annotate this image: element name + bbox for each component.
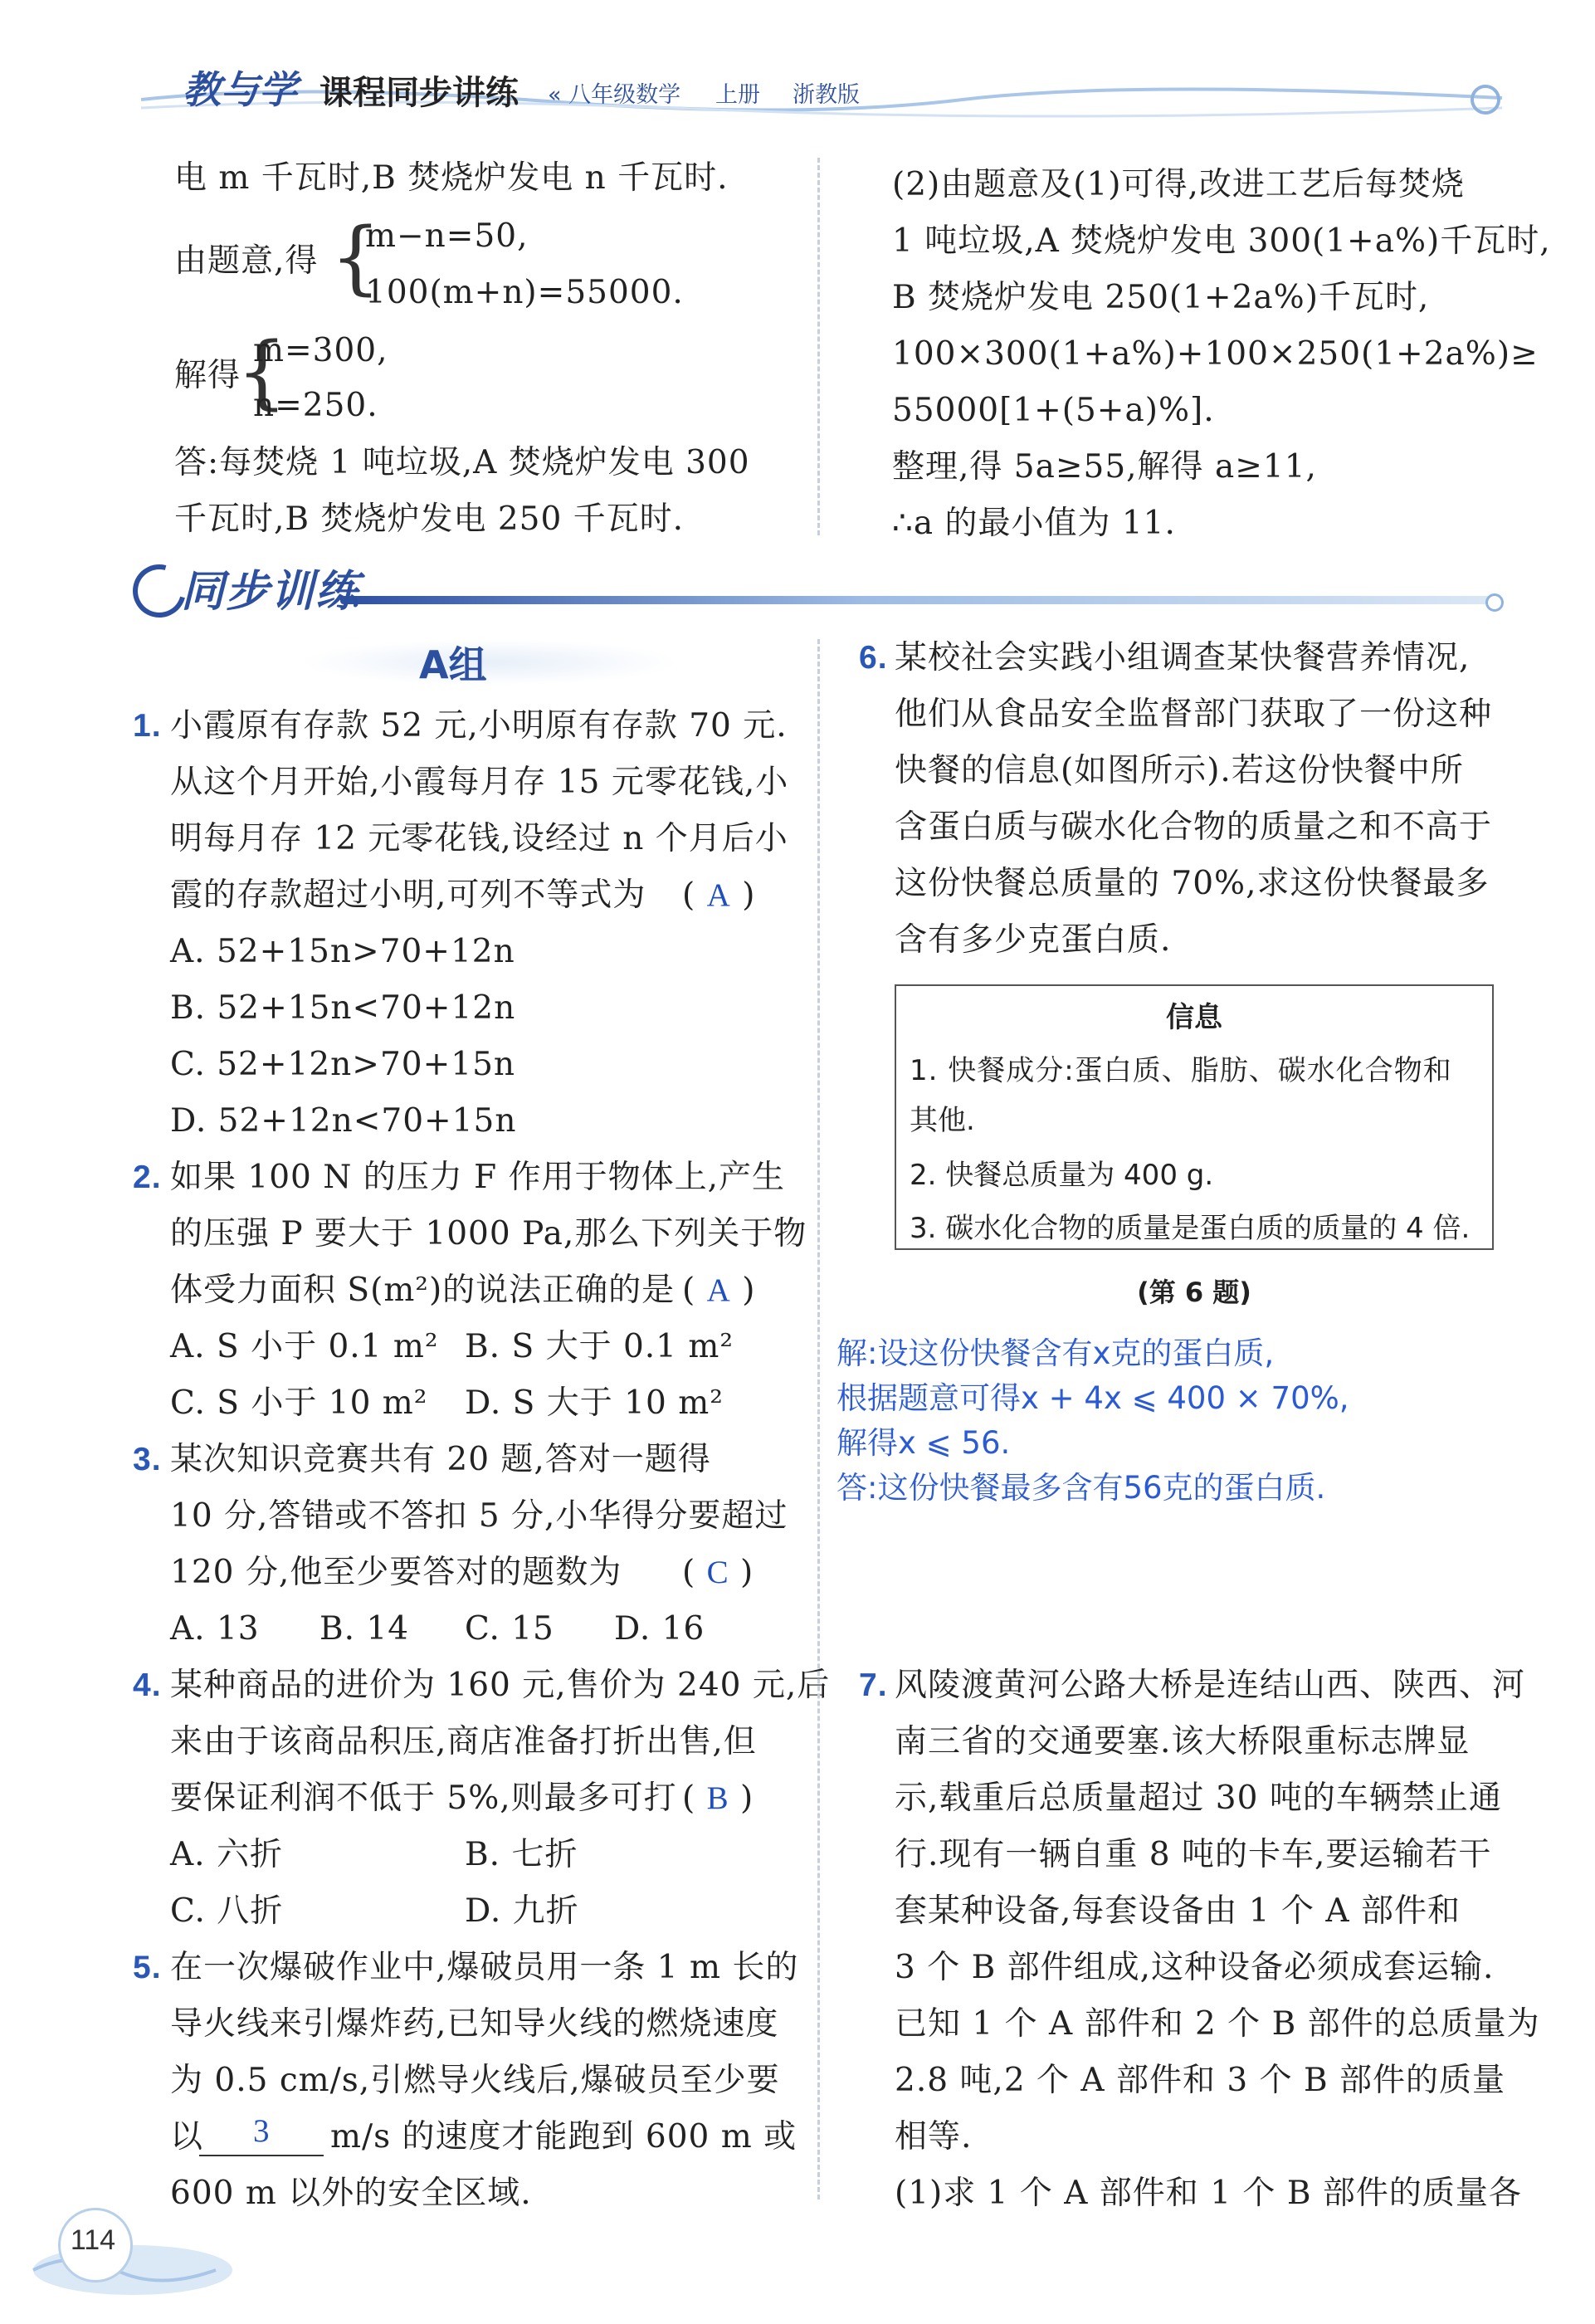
- group-title-bg: [299, 639, 680, 686]
- question-4-number: 4.: [133, 1667, 162, 1703]
- question-1-answer: ( A ): [682, 876, 756, 914]
- question-7-line-8: 2.8 吨,2 个 A 部件和 3 个 B 部件的质量: [895, 2062, 1506, 2099]
- equation-2b: n=250.: [253, 387, 378, 424]
- figure-caption: (第 6 题): [1137, 1277, 1251, 1308]
- top-right-line-4: 100×300(1+a%)+100×250(1+2a%)≥: [892, 335, 1539, 373]
- column-divider: [817, 639, 820, 2200]
- top-right-line-1: (2)由题意及(1)可得,改进工艺后每焚烧: [892, 166, 1465, 203]
- question-5-line-1: 在一次爆破作业中,爆破员用一条 1 m 长的: [170, 1949, 799, 1986]
- question-2-line-3: 体受力面积 S(m²)的说法正确的是: [170, 1272, 676, 1309]
- question-5-line-5: 600 m 以外的安全区域.: [170, 2175, 532, 2212]
- question-1-option-b: B. 52+15n<70+12n: [170, 989, 516, 1027]
- top-left-line-1: 电 m 千瓦时,B 焚烧炉发电 n 千瓦时.: [174, 159, 729, 197]
- top-left-line-2: 由题意,得: [174, 242, 319, 280]
- question-5-line-3: 为 0.5 cm/s,引燃导火线后,爆破员至少要: [170, 2062, 780, 2099]
- question-5-answer-value: 3: [253, 2113, 271, 2149]
- header-title: 课程同步讲练: [319, 74, 519, 112]
- section-title: 同步训练: [181, 567, 361, 617]
- top-left-line-5: 千瓦时,B 焚烧炉发电 250 千瓦时.: [174, 500, 685, 538]
- question-3-answer: ( C ): [682, 1554, 754, 1591]
- question-1-line-2: 从这个月开始,小霞每月存 15 元零花钱,小: [170, 764, 789, 801]
- question-5-answer-blank: [199, 2155, 324, 2156]
- header-grade: « 八年级数学: [548, 82, 681, 108]
- question-2-option-d: D. S 大于 10 m²: [465, 1384, 724, 1422]
- question-1-line-3: 明每月存 12 元零花钱,设经过 n 个月后小: [170, 820, 788, 857]
- question-4-option-a: A. 六折: [170, 1836, 283, 1873]
- question-4-line-3: 要保证利润不低于 5%,则最多可打: [170, 1780, 677, 1817]
- section-banner-bar: [340, 596, 1502, 604]
- question-1-line-1: 小霞原有存款 52 元,小明原有存款 70 元.: [170, 707, 788, 745]
- equation-1a: m−n=50,: [365, 217, 529, 255]
- question-7-line-5: 套某种设备,每套设备由 1 个 A 部件和: [895, 1892, 1461, 1930]
- question-4-option-c: C. 八折: [170, 1892, 284, 1930]
- question-4-answer: ( B ): [682, 1780, 754, 1817]
- info-box-item-1-cont: 其他.: [910, 1104, 975, 1137]
- info-box-item-2: 2. 快餐总质量为 400 g.: [910, 1159, 1214, 1192]
- system-brace-2: {: [237, 325, 288, 418]
- question-6-solution-line-3: 解得x ⩽ 56.: [837, 1425, 1011, 1461]
- top-column-divider: [817, 158, 820, 535]
- question-7-line-1: 风陵渡黄河公路大桥是连结山西、陕西、河: [895, 1667, 1526, 1704]
- top-left-line-4: 答:每焚烧 1 吨垃圾,A 焚烧炉发电 300: [174, 444, 750, 481]
- footer-wave-decoration: [25, 2191, 241, 2316]
- question-7-line-10: (1)求 1 个 A 部件和 1 个 B 部件的质量各: [895, 2175, 1522, 2212]
- question-7-line-4: 行.现有一辆自重 8 吨的卡车,要运输若干: [895, 1836, 1492, 1873]
- question-7-line-7: 已知 1 个 A 部件和 2 个 B 部件的总质量为: [895, 2005, 1540, 2043]
- top-left-line-3: 解得: [174, 357, 241, 394]
- question-2-answer: ( A ): [682, 1272, 756, 1309]
- question-5-line-2: 导火线来引爆炸药,已知导火线的燃烧速度: [170, 2005, 779, 2043]
- top-right-line-2: 1 吨垃圾,A 焚烧炉发电 300(1+a%)千瓦时,: [892, 222, 1551, 260]
- section-banner-dot: [1485, 593, 1504, 612]
- question-1-option-c: C. 52+12n>70+15n: [170, 1046, 516, 1083]
- question-7-line-6: 3 个 B 部件组成,这种设备必须成套运输.: [895, 1949, 1495, 1986]
- question-3-option-a: A. 13: [170, 1610, 260, 1648]
- question-3-line-1: 某次知识竞赛共有 20 题,答对一题得: [170, 1441, 711, 1478]
- question-6-number: 6.: [859, 640, 888, 676]
- question-1-option-a: A. 52+15n>70+12n: [170, 933, 515, 970]
- question-2-option-a: A. S 小于 0.1 m²: [170, 1328, 439, 1365]
- question-6-solution-line-4: 答:这份快餐最多含有56克的蛋白质.: [837, 1470, 1326, 1506]
- question-6-solution-line-2: 根据题意可得x + 4x ⩽ 400 × 70%,: [837, 1380, 1349, 1416]
- equation-2a: m=300,: [253, 332, 388, 369]
- question-6-line-4: 含蛋白质与碳水化合物的质量之和不高于: [895, 808, 1493, 846]
- question-1-option-d: D. 52+12n<70+15n: [170, 1102, 517, 1140]
- question-4-line-2: 来由于该商品积压,商店准备打折出售,但: [170, 1723, 757, 1760]
- system-brace-1: {: [330, 211, 382, 304]
- question-1-number: 1.: [133, 708, 162, 744]
- question-7-line-9: 相等.: [895, 2118, 973, 2156]
- question-3-answer-value: C: [706, 1555, 729, 1590]
- question-3-number: 3.: [133, 1442, 162, 1477]
- question-2-line-1: 如果 100 N 的压力 F 作用于物体上,产生: [170, 1159, 786, 1196]
- top-right-line-3: B 焚烧炉发电 250(1+2a%)千瓦时,: [892, 279, 1430, 316]
- question-4-option-b: B. 七折: [465, 1836, 578, 1873]
- question-5-line-4-suffix: m/s 的速度才能跑到 600 m 或: [330, 2118, 798, 2156]
- question-2-line-2: 的压强 P 要大于 1000 Pa,那么下列关于物: [170, 1215, 807, 1252]
- info-box-item-3: 3. 碳水化合物的质量是蛋白质的质量的 4 倍.: [910, 1212, 1471, 1245]
- question-6-line-5: 这份快餐总质量的 70%,求这份快餐最多: [895, 865, 1490, 902]
- question-7-number: 7.: [859, 1667, 888, 1703]
- question-1-answer-value: A: [706, 877, 731, 913]
- top-right-line-7: ∴a 的最小值为 11.: [892, 505, 1176, 542]
- question-5-line-4-prefix: 以: [170, 2118, 204, 2156]
- question-2-answer-value: A: [706, 1272, 731, 1308]
- question-7-line-3: 示,载重后总质量超过 30 吨的车辆禁止通: [895, 1780, 1502, 1817]
- header-logo: 教与学: [183, 67, 297, 112]
- top-right-line-5: 55000[1+(5+a)%].: [892, 392, 1215, 429]
- question-6-line-6: 含有多少克蛋白质.: [895, 921, 1172, 959]
- question-6-line-2: 他们从食品安全监督部门获取了一份这种: [895, 696, 1493, 733]
- question-6-solution-line-1: 解:设这份快餐含有x克的蛋白质,: [837, 1335, 1275, 1371]
- question-4-answer-value: B: [706, 1780, 729, 1816]
- question-7-line-2: 南三省的交通要塞.该大桥限重标志牌显: [895, 1723, 1471, 1760]
- question-4-option-d: D. 九折: [465, 1892, 579, 1930]
- header-edition: 浙教版: [793, 82, 860, 108]
- info-box-item-1: 1. 快餐成分:蛋白质、脂肪、碳水化合物和: [910, 1054, 1452, 1087]
- question-3-option-b: B. 14: [319, 1610, 410, 1648]
- question-6-line-1: 某校社会实践小组调查某快餐营养情况,: [895, 639, 1471, 676]
- top-right-line-6: 整理,得 5a≥55,解得 a≥11,: [892, 448, 1317, 486]
- question-6-line-3: 快餐的信息(如图所示).若这份快餐中所: [895, 752, 1464, 789]
- question-1-line-4: 霞的存款超过小明,可列不等式为: [170, 876, 646, 914]
- info-box-title: 信息: [1166, 1001, 1222, 1034]
- question-2-option-b: B. S 大于 0.1 m²: [465, 1328, 734, 1365]
- question-3-option-d: D. 16: [614, 1610, 705, 1648]
- question-3-line-2: 10 分,答错或不答扣 5 分,小华得分要超过: [170, 1497, 788, 1535]
- group-title: A组: [419, 642, 487, 687]
- header-volume: 上册: [715, 82, 760, 108]
- question-2-option-c: C. S 小于 10 m²: [170, 1384, 428, 1422]
- question-2-number: 2.: [133, 1160, 162, 1195]
- page-number: 114: [70, 2224, 116, 2256]
- question-3-line-3: 120 分,他至少要答对的题数为: [170, 1554, 622, 1591]
- equation-1b: 100(m+n)=55000.: [365, 274, 684, 311]
- question-4-line-1: 某种商品的进价为 160 元,售价为 240 元,后: [170, 1667, 831, 1704]
- question-5-number: 5.: [133, 1950, 162, 1985]
- question-3-option-c: C. 15: [465, 1610, 554, 1648]
